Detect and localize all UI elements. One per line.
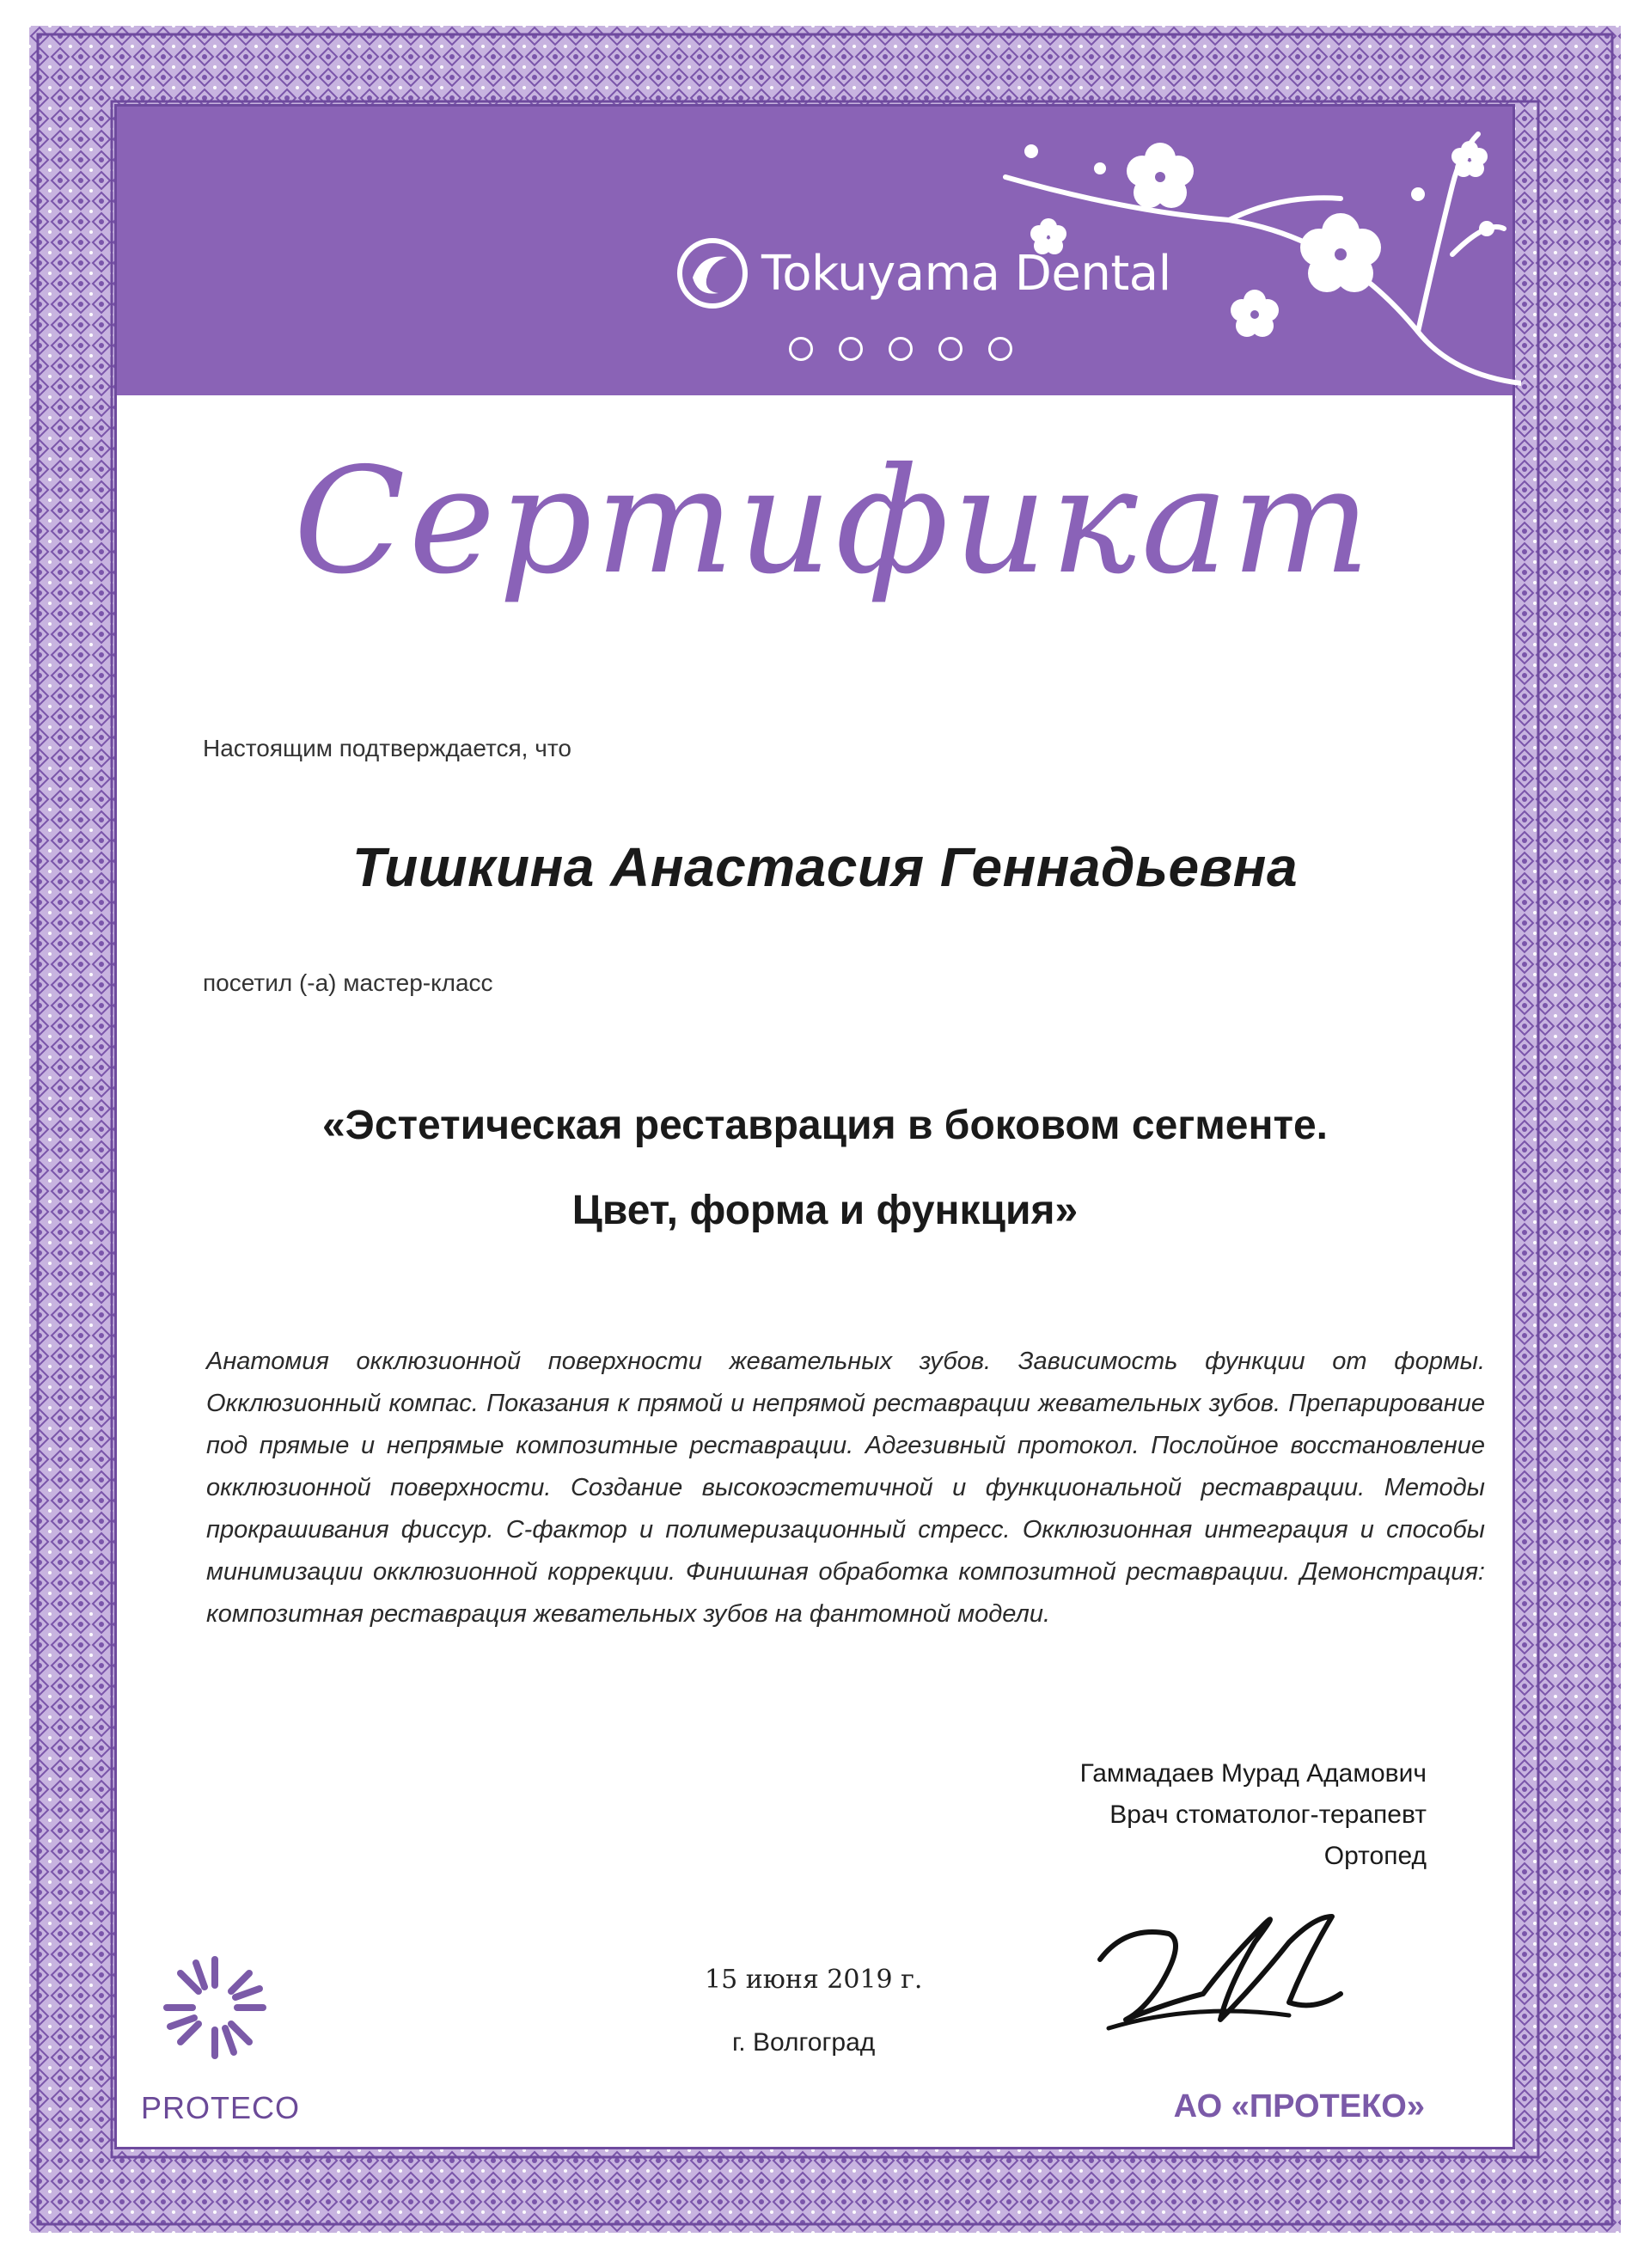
circle-icon [889,337,913,361]
brand-name: Tokuyama Dental [761,245,1171,302]
signer-name: Гаммадаев Мурад Адамович [1079,1759,1427,1788]
circle-icon [938,337,962,361]
proteco-logo-text: PROTECO [141,2090,301,2125]
recipient-name: Тишкина Анастасия Геннадьевна [351,836,1299,898]
signer-block [1080,1753,1427,1877]
circle-icon [789,337,813,361]
signer-specialty: Ортопед [1323,1842,1427,1870]
course-title-line2: Цвет, форма и функция» [571,1187,1079,1233]
circle-icon [839,337,863,361]
course-description: Анатомия окклюзионной поверхности жевательных зубов. Зависимость функции от формы. Окклюзионный компас. Показания к прямой и непрямой реставрации жевательных зубов. Препарирование под прямые и непрямые композитные реставрации. Адгезивный протокол. Послойное восстановление окклюзионной поверхности. Создание высокоэстетичной и функциональной реставрации. Методы прокрашивания фиссур. С-фактор и полимеризационный стресс. Окклюзионная интеграция и способы минимизации окклюзионной коррекции. Финишная обработка композитной реставрации. Демонстрация: композитная реставрация жевательных зубов на фантомной модели. [206,1348,1485,1628]
course-title [0,1093,1650,1244]
decorative-dots [789,337,1012,361]
course-title-line1: «Эстетическая реставрация в боковом сегменте. [321,1103,1329,1148]
issue-city: г. Волгоград [732,2028,876,2057]
proteco-logo-icon [155,1947,275,2068]
circle-icon [988,337,1012,361]
intro-text: Настоящим подтверждается, что [203,735,571,761]
issue-date: 15 июня 2019 г. [705,1965,923,1995]
tokuyama-logo-icon [675,236,749,310]
signer-position: Врач стоматолог-терапевт [1109,1800,1427,1829]
company-name: АО «ПРОТЕКО» [1173,2088,1425,2124]
attended-text: посетил (-а) мастер-класс [203,969,493,996]
certificate-title-text: Сертификат [293,437,1374,607]
certificate-title [232,400,1435,623]
brand-logo [675,232,1171,315]
handwritten-signature [1091,1891,1349,2045]
